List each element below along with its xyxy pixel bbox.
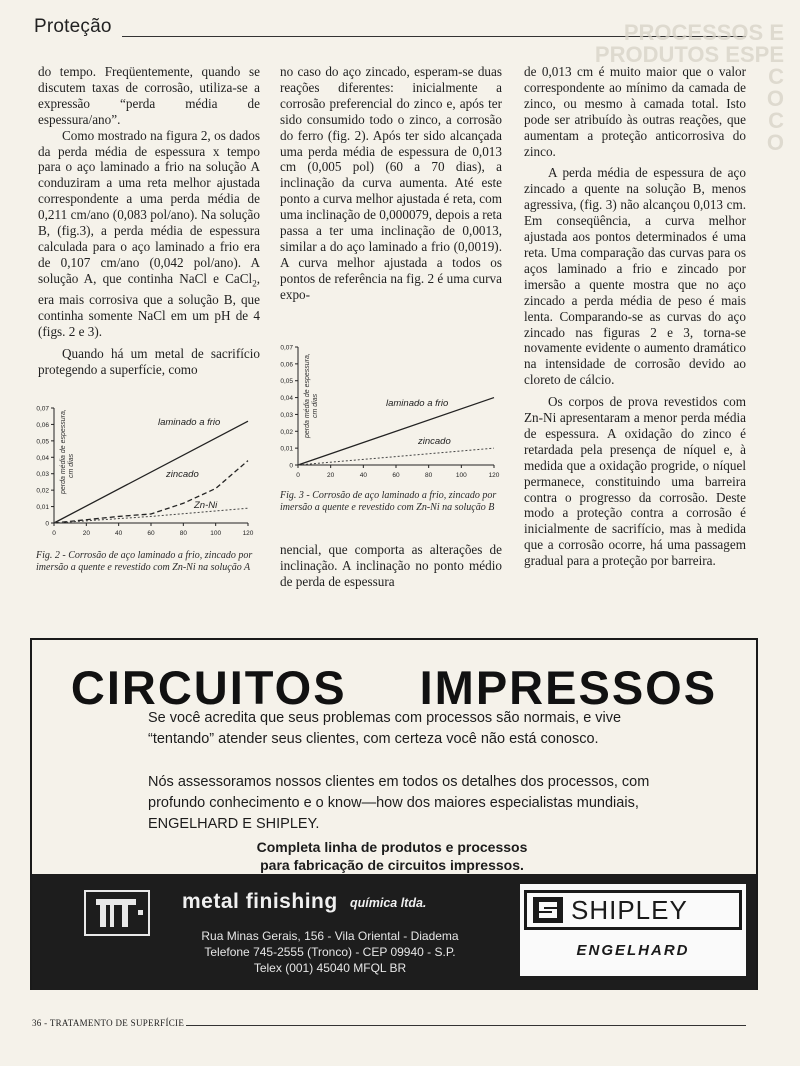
company-address [180, 928, 480, 976]
ghost-line: O [766, 130, 784, 155]
metal-finishing-logo-mark [86, 892, 148, 934]
series-label-laminado: laminado a frio [386, 398, 449, 409]
company-suffix: química ltda. [350, 896, 427, 910]
y-axis-label-units: cm dias [68, 453, 75, 478]
y-tick-label: 0 [289, 462, 293, 470]
series-label-znni: Zn-Ni [194, 500, 218, 511]
paragraph-text: , era mais corrosiva que a solução B, que continha somente NaCl em um pH de 4 (figs. 2 e 3). [38, 270, 260, 340]
ad-line: profundo conhecimento e o know—how dos maiores especialistas mundiais, [148, 795, 639, 811]
series-zincado-line [298, 448, 494, 465]
shipley-logo [524, 890, 742, 930]
y-tick-label: 0,02 [280, 428, 293, 436]
paragraph: nencial, que comporta as alterações de inclinação. A inclinação no ponto médio de perda de espessura [280, 542, 502, 589]
x-tick-label: 40 [115, 530, 123, 537]
y-tick-label: 0 [45, 520, 49, 528]
ghost-line: PRODUTOS ESPE [594, 42, 784, 67]
figure-2-chart [30, 398, 260, 546]
x-tick-label: 0 [52, 530, 56, 537]
y-tick-label: 0,05 [280, 378, 293, 386]
ad-line: para fabricação de circuitos impressos. [260, 857, 524, 873]
figure-3-chart [272, 338, 504, 488]
x-tick-label: 120 [488, 472, 500, 479]
company-name: metal finishing [182, 890, 338, 913]
shipley-icon [533, 897, 563, 923]
x-tick-label: 80 [179, 530, 187, 537]
brand-logos [518, 882, 748, 978]
series-label-laminado: laminado a frio [158, 417, 221, 428]
metal-finishing-logo [84, 890, 150, 936]
ghost-line: C [768, 108, 784, 133]
y-tick-label: 0,04 [280, 395, 293, 403]
series-znni-line [54, 508, 248, 523]
paragraph: no caso do aço zincado, esperam-se duas reações diferentes: inicialmente a corrosão preferencial do zinco e, após ter sido consumido todo o zinco, a corrosão do ferro (fig. 2). Após ter sido alcançada uma perda média de espessura de 0,013 cm (0,005 pol) (60 a 70 dias), a inclinação da curva aumenta. Até este ponto a curva melhor ajustada é reta, com uma inclinação de 0,000079, depois a reta passa a ter uma inclinação de 0,0013, similar a do aço laminado a frio (0,0019). A curva melhor ajustada a todos os pontos de referência na fig. 2 é uma curva expo- [280, 64, 502, 302]
series-zincado-line [54, 461, 248, 523]
x-tick-label: 60 [147, 530, 155, 537]
paragraph-text: Como mostrado na figura 2, os dados da perda média de espessura x tempo para o aço laminado a frio na solução A conduziram a uma reta melhor ajustada correspondente a uma perda média de 0,211 cm/ano (0,083 pol/ano). Na solução B, (fig.3), a perda média de espessura calculada para o aço laminado a frio era de 0,107 cm/ano (0,042 pol/ano). A solução A, que continha NaCl e CaCl [38, 127, 260, 286]
x-tick-label: 20 [82, 530, 90, 537]
advertisement [30, 638, 758, 990]
y-tick-label: 0,03 [280, 411, 293, 419]
series-laminado-line [54, 421, 248, 523]
y-tick-label: 0,06 [280, 361, 293, 369]
footer-rule [186, 1025, 746, 1026]
y-tick-label: 0,07 [280, 344, 293, 352]
x-tick-label: 120 [242, 530, 254, 537]
address-line: Telex (001) 45040 MFQL BR [253, 961, 407, 975]
shipley-wordmark: SHIPLEY [571, 895, 688, 925]
y-tick-label: 0,01 [36, 504, 49, 512]
y-tick-label: 0,07 [36, 405, 49, 413]
paragraph: Os corpos de prova revestidos com Zn-Ni apresentaram a menor perda média de espessura. A oxidação do zinco é retardada pela presença de níquel e, à medida que a oxidação progride, o níquel permanece, constituindo uma barreira contra o progresso da corrosão. Deste modo a proteção contra a corrosão é inicialmente de sacrifício, mas à medida que a corrosão ocorre, há uma passagem gradual para a proteção por barreira. [524, 394, 746, 569]
article-column-2 [280, 64, 502, 303]
paragraph: A perda média de espessura de aço zincado a quente na solução B, menos agressiva, (fig. 3) não alcançou 0,013 cm. Em conseqüência, a curva melhor ajustada aos pontos determinados é uma reta. Uma comparação das curvas para os aços laminado a frio e zincado por imersão a quente mostra que no aço zincado a perda média de peso é mais lenta. Comparando-se as curvas do aço zincado nas figuras 2 e 3, torna-se novamente evidente o aumento dramático na intensidade de corrosão devido ao cloreto de cálcio. [524, 165, 746, 388]
ad-line: Nós assessoramos nossos clientes em todos os detalhes dos processos, com [148, 774, 650, 790]
paragraph: do tempo. Freqüentemente, quando se discutem taxas de corrosão, utiliza-se a expressão “perda média de espessura/ano”. [38, 64, 260, 127]
y-tick-label: 0,03 [36, 471, 49, 479]
ad-line: Completa linha de produtos e processos [256, 839, 528, 855]
x-tick-label: 80 [425, 472, 433, 479]
x-tick-label: 0 [296, 472, 300, 479]
y-tick-label: 0,06 [36, 421, 49, 429]
paragraph [38, 128, 260, 340]
y-axis-label-units: cm dias [312, 393, 319, 418]
address-line: Rua Minas Gerais, 156 - Vila Oriental - Diadema [201, 929, 459, 943]
y-tick-label: 0,01 [280, 445, 293, 453]
x-tick-label: 100 [455, 472, 467, 479]
y-tick-label: 0,04 [36, 454, 49, 462]
article-column-2-continued [280, 542, 502, 590]
article-column-3 [524, 64, 746, 569]
ad-paragraph-1 [148, 708, 621, 750]
y-tick-label: 0,05 [36, 438, 49, 446]
series-label-zincado: zincado [166, 469, 199, 480]
ad-line: ENGELHARD E SHIPLEY. [148, 816, 320, 832]
subscript: 2 [252, 278, 257, 289]
ghost-line: O [766, 86, 784, 111]
address-line: Telefone 745-2555 (Tronco) - CEP 09940 - S.P. [204, 945, 456, 959]
paragraph: de 0,013 cm é muito maior que o valor correspondente ao mínimo da camada de zinco, ou mesmo à camada total. Isto pode ser atribuído às outras reações, que aumentam a proteção anticorrosiva do zinco. [524, 64, 746, 159]
x-tick-label: 40 [359, 472, 367, 479]
y-axis-label: perda média de espessura, [304, 353, 311, 438]
paragraph: Quando há um metal de sacrifício protegendo a superfície, como [38, 346, 260, 377]
ad-paragraph-2 [148, 772, 649, 835]
x-tick-label: 60 [392, 472, 400, 479]
x-tick-label: 20 [327, 472, 335, 479]
figure-2-caption: Fig. 2 - Corrosão de aço laminado a frio, zincado por imersão a quente e revestido com Zn-Ni na solução A [36, 550, 253, 573]
y-tick-label: 0,02 [36, 487, 49, 495]
ghost-line: C [768, 64, 784, 89]
ad-line: Se você acredita que seus problemas com processos são normais, e vive [148, 710, 622, 726]
series-label-zincado: zincado [418, 436, 451, 447]
figure-3-caption: Fig. 3 - Corrosão de aço laminado a frio, zincado por imersão a quente e revestido com Zn-Ni na solução B [280, 490, 497, 513]
ad-footer-band [32, 874, 756, 990]
article-column-1 [38, 64, 260, 378]
ad-tagline [202, 838, 582, 874]
engelhard-wordmark: ENGELHARD [576, 942, 690, 959]
x-tick-label: 100 [210, 530, 222, 537]
ad-line: “tentando” atender seus clientes, com certeza você não está conosco. [148, 731, 599, 747]
section-title: Proteção [34, 16, 112, 37]
ghost-line: PROCESSOS E [623, 20, 784, 45]
ad-headline: CIRCUITOS IMPRESSOS [70, 661, 718, 714]
y-axis-label: perda média de espessura, [60, 409, 67, 494]
page-footer: 36 - TRATAMENTO DE SUPERFÍCIE [32, 1018, 185, 1028]
